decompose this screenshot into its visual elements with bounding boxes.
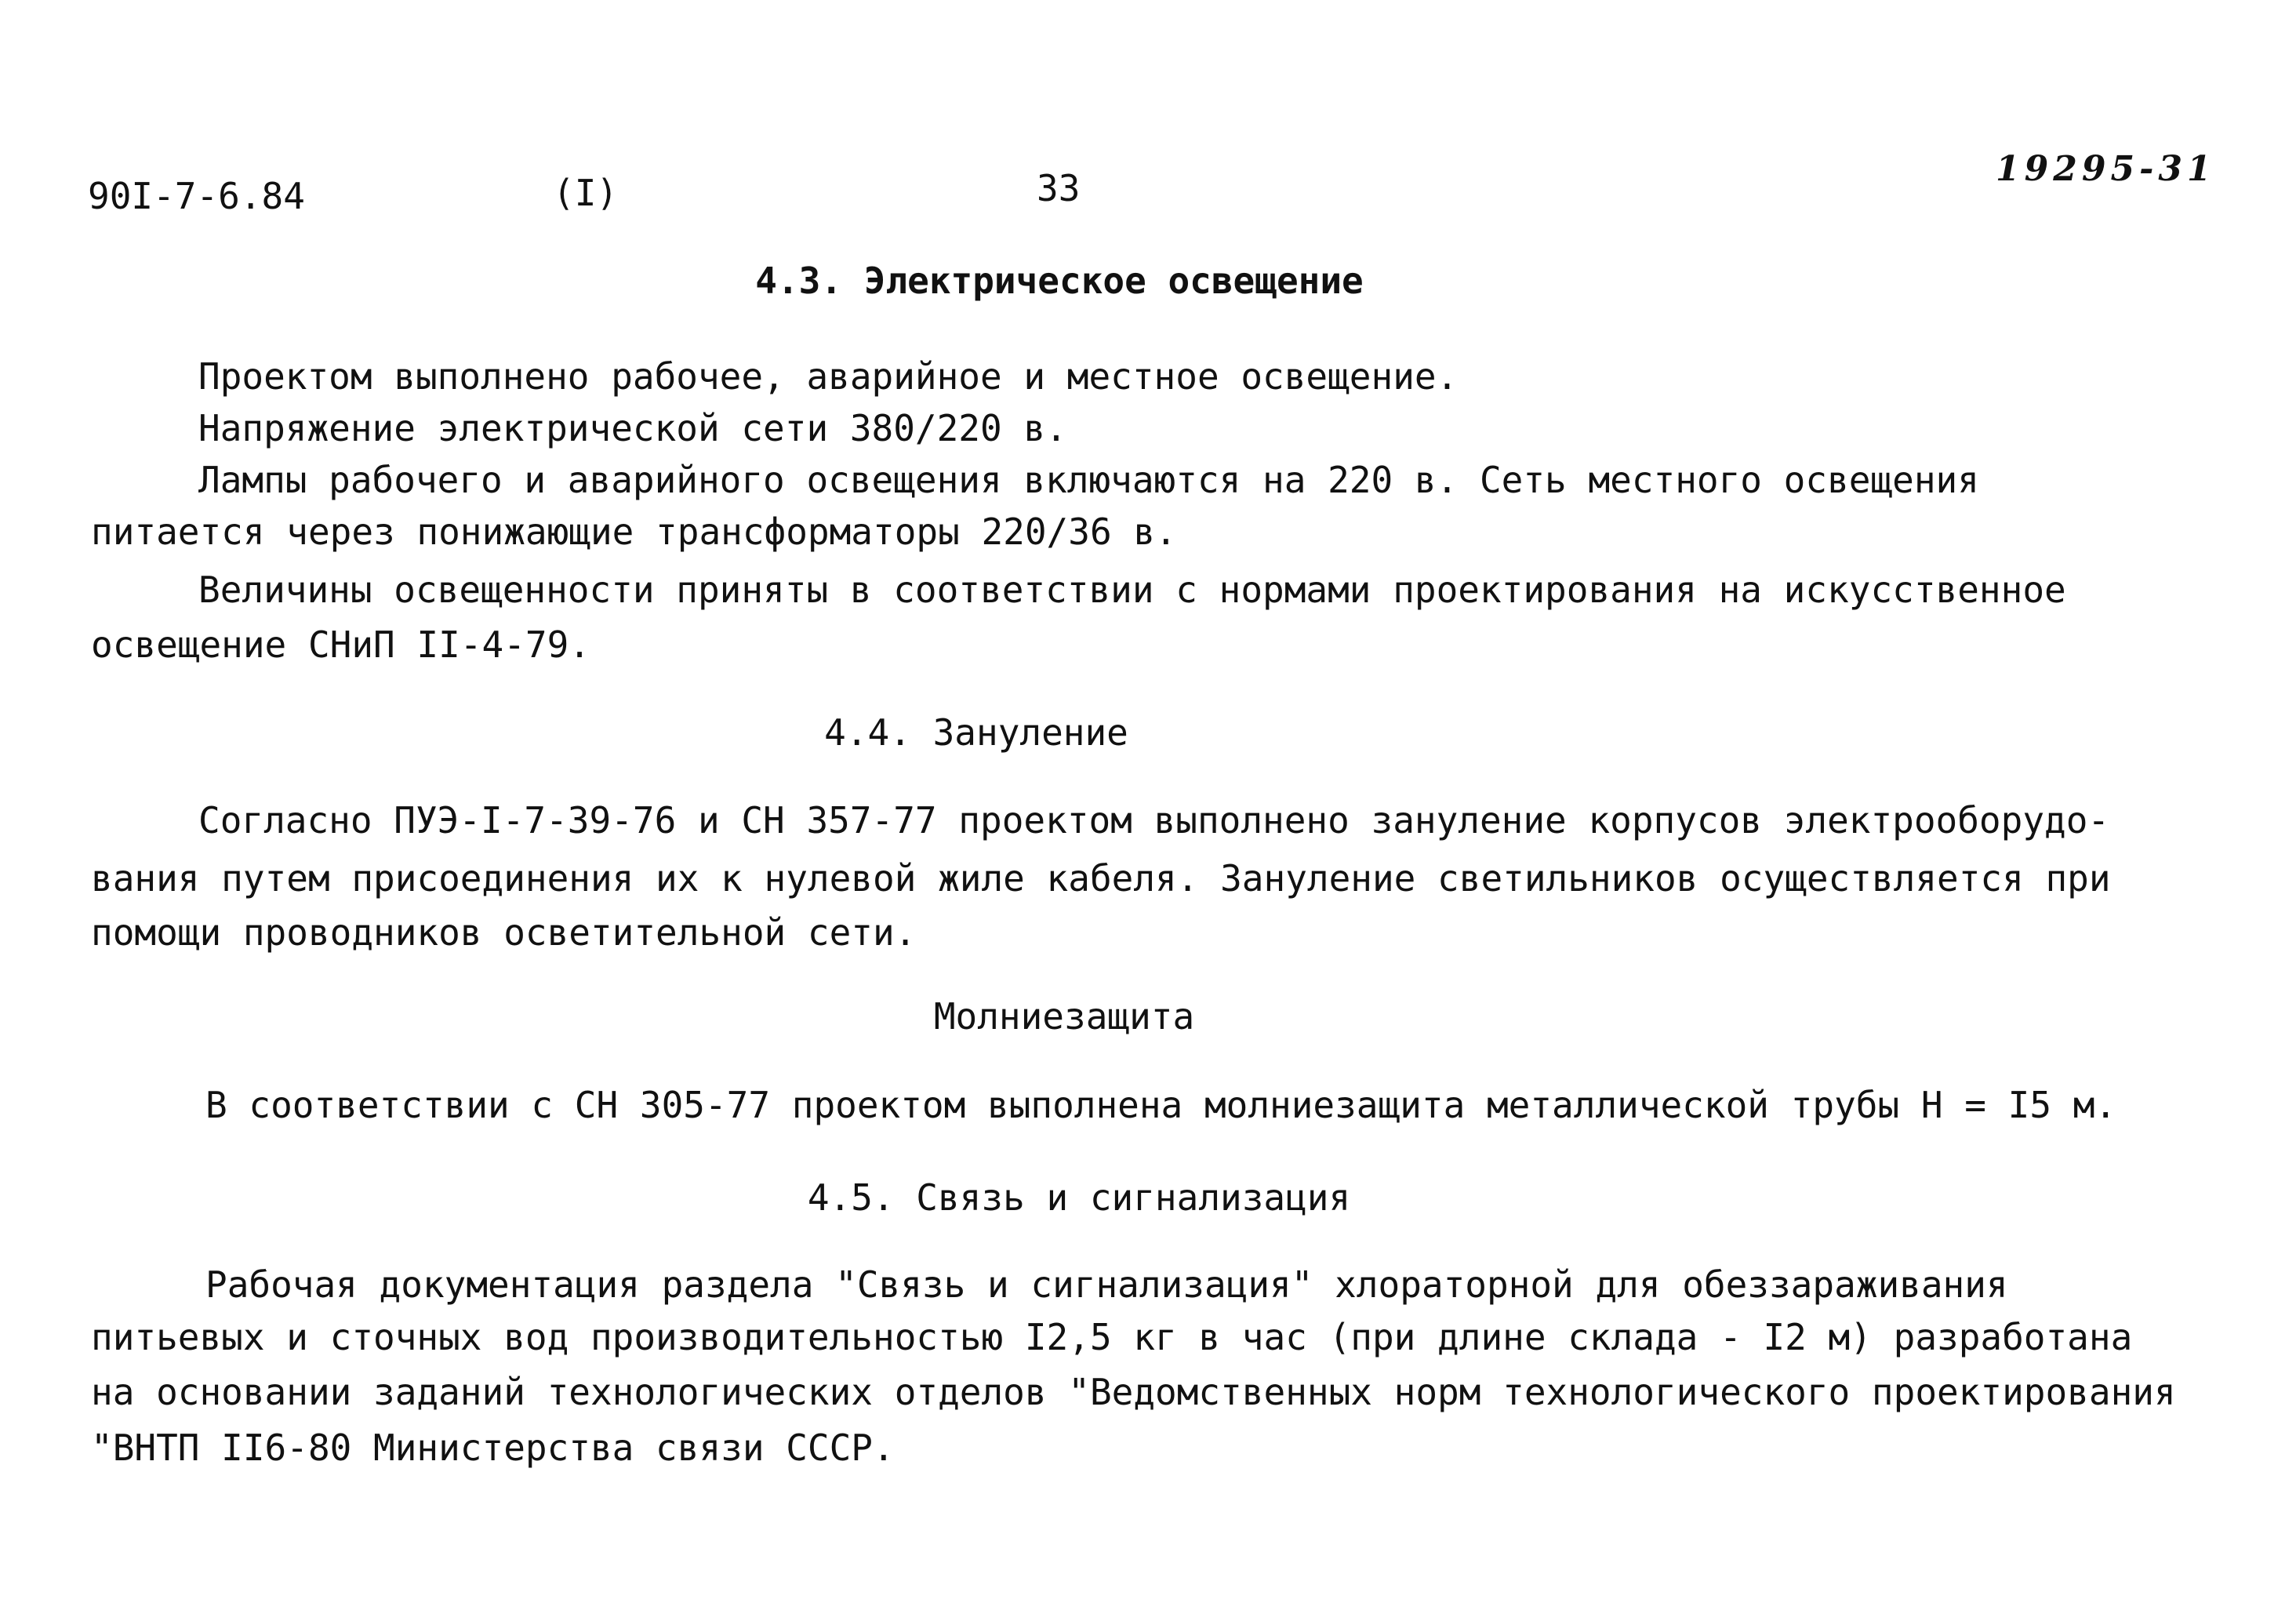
- paragraph-line: В соответствии с СН 305-77 проектом выполнена молниезащита металлической трубы Н = I5 м.: [205, 1084, 2117, 1126]
- lightning-protection-heading: Молниезащита: [933, 995, 1195, 1038]
- section-4-4-heading: 4.4. Зануление: [824, 711, 1128, 754]
- paragraph-line: вания путем присоединения их к нулевой жиле кабеля. Зануление светильников осуществляется при: [91, 857, 2111, 900]
- paragraph-line: Согласно ПУЭ-I-7-39-76 и СН 357-77 проектом выполнено зануление корпусов электрооборудо-: [198, 799, 2110, 841]
- paragraph-line: Рабочая документация раздела "Связь и сигнализация" хлораторной для обеззараживания: [205, 1263, 2008, 1306]
- paragraph-line: Проектом выполнено рабочее, аварийное и местное освещение.: [198, 355, 1459, 398]
- sheet-number: (I): [553, 172, 619, 214]
- paragraph-line: Величины освещенности приняты в соответствии с нормами проектирования на искусственное: [198, 569, 2066, 611]
- paragraph-line: питается через понижающие трансформаторы 220/36 в.: [91, 511, 1177, 553]
- paragraph-line: освещение СНиП II-4-79.: [91, 623, 590, 666]
- handwritten-number: 19295-31: [1996, 149, 2216, 189]
- paragraph-line: на основании заданий технологических отделов "Ведомственных норм технологического проектирования: [91, 1371, 2176, 1413]
- section-4-5-heading: 4.5. Связь и сигнализация: [807, 1176, 1351, 1219]
- paragraph-line: "ВНТП II6-80 Министерства связи СССР.: [91, 1427, 895, 1469]
- paragraph-line: Лампы рабочего и аварийного освещения включаются на 220 в. Сеть местного освещения: [198, 459, 1979, 501]
- paragraph-line: Напряжение электрической сети 380/220 в.: [198, 407, 1067, 449]
- paragraph-line: питьевых и сточных вод производительностью I2,5 кг в час (при длине склада - I2 м) разработана: [91, 1316, 2133, 1358]
- paragraph-line: помощи проводников осветительной сети.: [91, 911, 917, 954]
- section-4-3-heading: 4.3. Электрическое освещение: [755, 260, 1364, 302]
- page-number: 33: [1037, 167, 1081, 209]
- doc-code: 90I-7-6.84: [88, 175, 305, 217]
